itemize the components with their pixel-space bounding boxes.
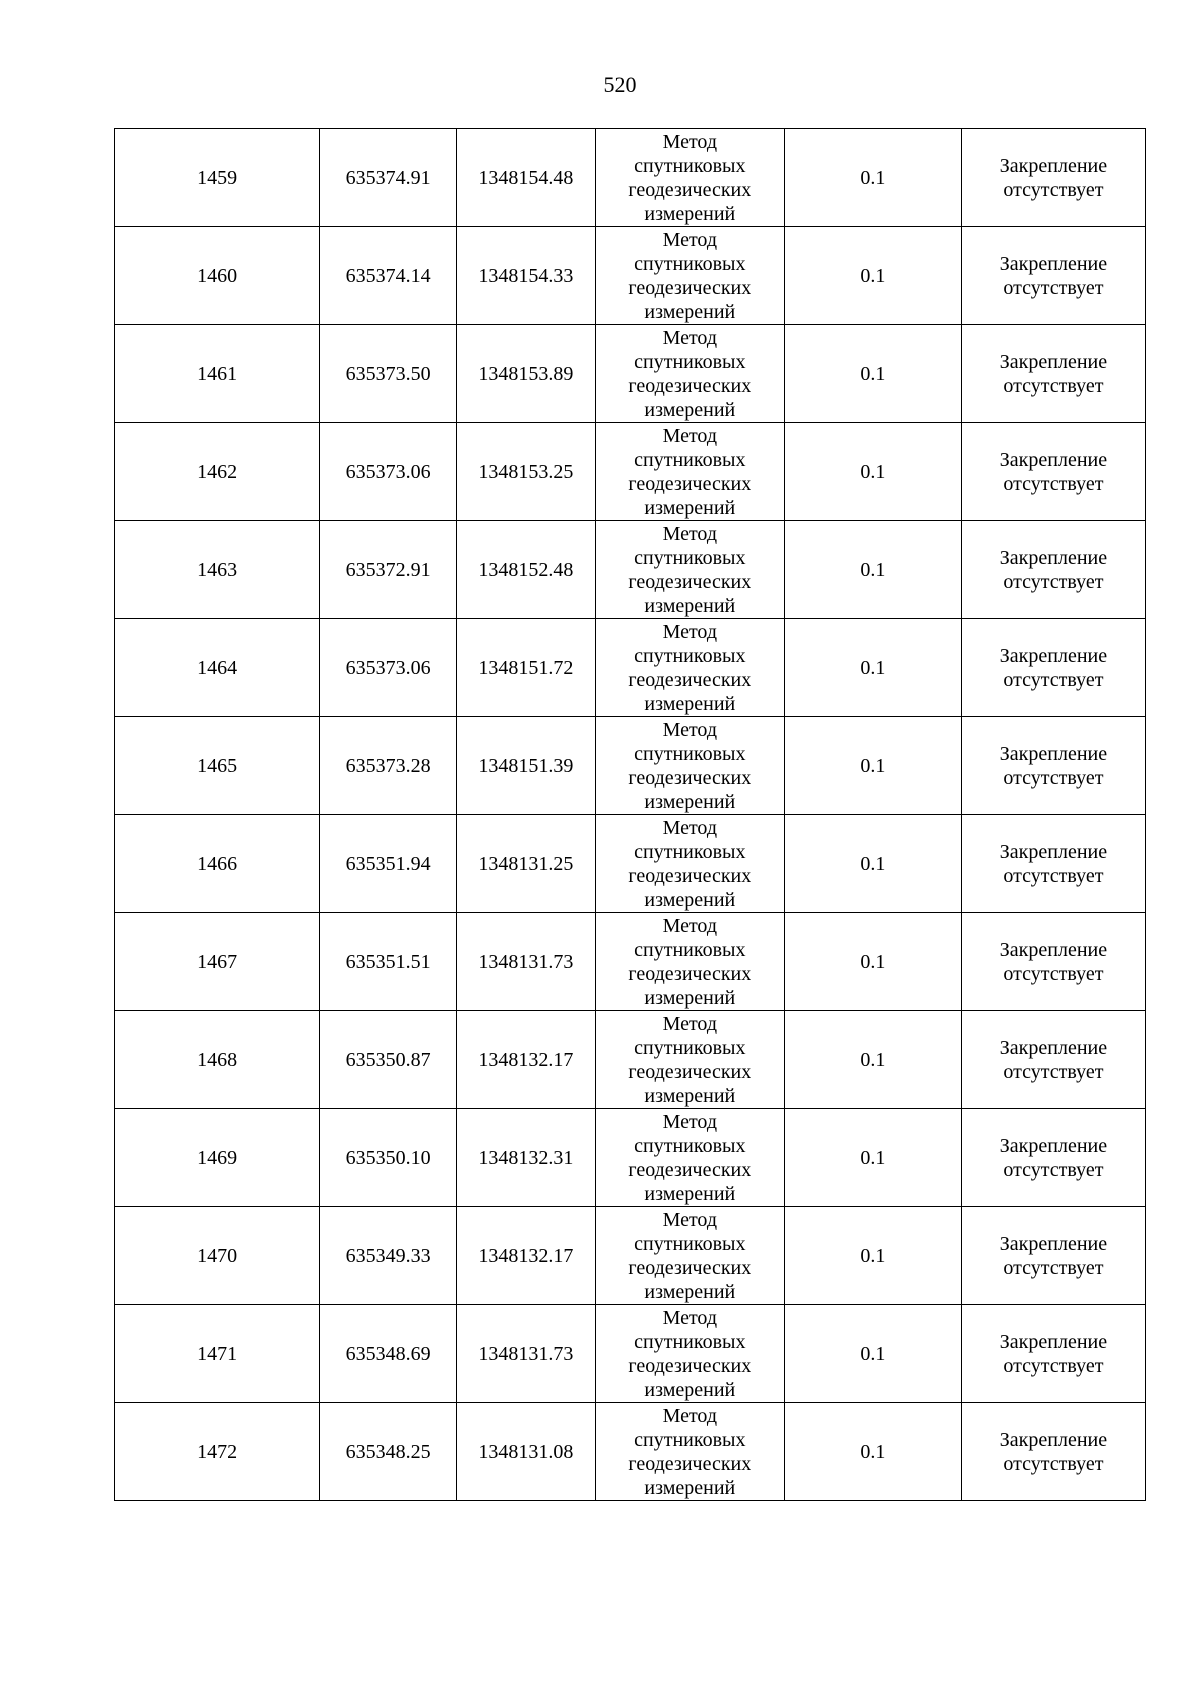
method	[595, 717, 784, 815]
method-line: геодезических	[628, 276, 752, 299]
method	[595, 325, 784, 423]
fixing-line: Закрепление	[999, 546, 1108, 569]
method-line: измерений	[644, 986, 736, 1009]
method-line: измерений	[644, 398, 736, 421]
method-line: измерений	[644, 496, 736, 519]
fixing-line: отсутствует	[1003, 374, 1104, 397]
fixing-line: Закрепление	[999, 938, 1108, 961]
coordinate-y: 1348152.48	[456, 521, 595, 619]
coordinate-x: 635374.14	[320, 227, 457, 325]
fixing-line: отсутствует	[1003, 472, 1104, 495]
fixing-line: отсутствует	[1003, 1354, 1104, 1377]
point-number: 1465	[115, 717, 320, 815]
coordinate-y: 1348131.73	[456, 1305, 595, 1403]
fixing-description	[961, 1109, 1145, 1207]
coordinate-x: 635373.06	[320, 423, 457, 521]
point-number: 1459	[115, 129, 320, 227]
table-row	[115, 815, 1146, 913]
point-number: 1464	[115, 619, 320, 717]
method-line: Метод	[662, 620, 718, 643]
method-line: измерений	[644, 594, 736, 617]
method-line: измерений	[644, 300, 736, 323]
coordinate-y: 1348132.17	[456, 1207, 595, 1305]
page-number: 520	[603, 72, 637, 97]
table-row	[115, 1011, 1146, 1109]
method-line: Метод	[662, 326, 718, 349]
fixing-line: Закрепление	[999, 1036, 1108, 1059]
table-row	[115, 1305, 1146, 1403]
point-number: 1471	[115, 1305, 320, 1403]
fixing-line: Закрепление	[999, 1428, 1108, 1451]
method-line: спутниковых	[634, 1330, 746, 1353]
coordinate-y: 1348131.08	[456, 1403, 595, 1501]
method-line: спутниковых	[634, 252, 746, 275]
method-line: измерений	[644, 1182, 736, 1205]
coordinate-y: 1348131.73	[456, 913, 595, 1011]
fixing-description	[961, 325, 1145, 423]
coordinates-table-body	[115, 129, 1146, 1501]
method-line: Метод	[662, 522, 718, 545]
coordinates-table	[114, 128, 1146, 1501]
method-line: геодезических	[628, 178, 752, 201]
method	[595, 1011, 784, 1109]
coordinate-y: 1348151.39	[456, 717, 595, 815]
point-number: 1460	[115, 227, 320, 325]
method	[595, 521, 784, 619]
fixing-description	[961, 1207, 1145, 1305]
fixing-line: отсутствует	[1003, 962, 1104, 985]
fixing-line: Закрепление	[999, 350, 1108, 373]
method-line: Метод	[662, 1110, 718, 1133]
fixing-line: отсутствует	[1003, 864, 1104, 887]
method-line: спутниковых	[634, 840, 746, 863]
method-line: геодезических	[628, 766, 752, 789]
fixing-line: отсутствует	[1003, 1452, 1104, 1475]
method	[595, 815, 784, 913]
coordinate-x: 635373.50	[320, 325, 457, 423]
method-line: спутниковых	[634, 546, 746, 569]
method-line: спутниковых	[634, 350, 746, 373]
coordinate-x: 635373.28	[320, 717, 457, 815]
method	[595, 913, 784, 1011]
method-line: геодезических	[628, 472, 752, 495]
method-line: Метод	[662, 130, 718, 153]
fixing-line: отсутствует	[1003, 570, 1104, 593]
method-line: спутниковых	[634, 938, 746, 961]
method-line: Метод	[662, 718, 718, 741]
coordinate-y: 1348132.17	[456, 1011, 595, 1109]
table-row	[115, 1403, 1146, 1501]
accuracy: 0.1	[784, 129, 961, 227]
method-line: измерений	[644, 1280, 736, 1303]
coordinate-y: 1348153.89	[456, 325, 595, 423]
coordinate-x: 635348.25	[320, 1403, 457, 1501]
fixing-line: отсутствует	[1003, 668, 1104, 691]
method-line: Метод	[662, 1012, 718, 1035]
method-line: измерений	[644, 888, 736, 911]
table-row	[115, 619, 1146, 717]
fixing-description	[961, 1403, 1145, 1501]
method	[595, 619, 784, 717]
method	[595, 1207, 784, 1305]
point-number: 1469	[115, 1109, 320, 1207]
method	[595, 423, 784, 521]
fixing-description	[961, 227, 1145, 325]
method	[595, 129, 784, 227]
coordinate-x: 635349.33	[320, 1207, 457, 1305]
table-row	[115, 227, 1146, 325]
accuracy: 0.1	[784, 1403, 961, 1501]
coordinate-y: 1348153.25	[456, 423, 595, 521]
point-number: 1467	[115, 913, 320, 1011]
method-line: спутниковых	[634, 448, 746, 471]
coordinate-y: 1348154.48	[456, 129, 595, 227]
accuracy: 0.1	[784, 815, 961, 913]
fixing-description	[961, 423, 1145, 521]
method-line: измерений	[644, 790, 736, 813]
accuracy: 0.1	[784, 1305, 961, 1403]
accuracy: 0.1	[784, 619, 961, 717]
fixing-description	[961, 815, 1145, 913]
method-line: Метод	[662, 1208, 718, 1231]
fixing-line: Закрепление	[999, 1330, 1108, 1353]
point-number: 1461	[115, 325, 320, 423]
point-number: 1462	[115, 423, 320, 521]
coordinate-x: 635350.10	[320, 1109, 457, 1207]
table-row	[115, 717, 1146, 815]
fixing-line: отсутствует	[1003, 1158, 1104, 1181]
table-row	[115, 521, 1146, 619]
table-row	[115, 325, 1146, 423]
coordinate-y: 1348131.25	[456, 815, 595, 913]
method-line: геодезических	[628, 1354, 752, 1377]
method-line: спутниковых	[634, 1134, 746, 1157]
fixing-description	[961, 619, 1145, 717]
table-row	[115, 423, 1146, 521]
method-line: спутниковых	[634, 1428, 746, 1451]
fixing-description	[961, 913, 1145, 1011]
coordinate-y: 1348151.72	[456, 619, 595, 717]
accuracy: 0.1	[784, 1207, 961, 1305]
method-line: геодезических	[628, 962, 752, 985]
accuracy: 0.1	[784, 717, 961, 815]
coordinate-y: 1348132.31	[456, 1109, 595, 1207]
coordinate-x: 635373.06	[320, 619, 457, 717]
fixing-description	[961, 717, 1145, 815]
method-line: Метод	[662, 424, 718, 447]
method-line: геодезических	[628, 864, 752, 887]
method-line: измерений	[644, 1378, 736, 1401]
accuracy: 0.1	[784, 913, 961, 1011]
fixing-line: Закрепление	[999, 644, 1108, 667]
accuracy: 0.1	[784, 227, 961, 325]
method	[595, 1109, 784, 1207]
method	[595, 1403, 784, 1501]
method-line: геодезических	[628, 570, 752, 593]
table-row	[115, 1109, 1146, 1207]
point-number: 1466	[115, 815, 320, 913]
method-line: геодезических	[628, 1158, 752, 1181]
coordinate-x: 635350.87	[320, 1011, 457, 1109]
fixing-line: Закрепление	[999, 1134, 1108, 1157]
coordinate-x: 635351.94	[320, 815, 457, 913]
fixing-description	[961, 1011, 1145, 1109]
coordinate-y: 1348154.33	[456, 227, 595, 325]
accuracy: 0.1	[784, 1109, 961, 1207]
accuracy: 0.1	[784, 1011, 961, 1109]
accuracy: 0.1	[784, 521, 961, 619]
method-line: спутниковых	[634, 742, 746, 765]
fixing-line: Закрепление	[999, 154, 1108, 177]
method-line: спутниковых	[634, 154, 746, 177]
method-line: спутниковых	[634, 644, 746, 667]
point-number: 1472	[115, 1403, 320, 1501]
method-line: геодезических	[628, 1256, 752, 1279]
method-line: измерений	[644, 1084, 736, 1107]
fixing-line: отсутствует	[1003, 276, 1104, 299]
method-line: геодезических	[628, 374, 752, 397]
method-line: Метод	[662, 816, 718, 839]
coordinate-x: 635351.51	[320, 913, 457, 1011]
table-row	[115, 1207, 1146, 1305]
method-line: геодезических	[628, 1060, 752, 1083]
method-line: Метод	[662, 914, 718, 937]
table-row	[115, 913, 1146, 1011]
method-line: спутниковых	[634, 1036, 746, 1059]
method-line: измерений	[644, 202, 736, 225]
fixing-line: отсутствует	[1003, 766, 1104, 789]
method-line: геодезических	[628, 1452, 752, 1475]
accuracy: 0.1	[784, 423, 961, 521]
fixing-description	[961, 1305, 1145, 1403]
method	[595, 227, 784, 325]
fixing-line: отсутствует	[1003, 178, 1104, 201]
point-number: 1463	[115, 521, 320, 619]
method-line: измерений	[644, 1476, 736, 1499]
coordinate-x: 635372.91	[320, 521, 457, 619]
coordinate-x: 635374.91	[320, 129, 457, 227]
method-line: Метод	[662, 1306, 718, 1329]
point-number: 1468	[115, 1011, 320, 1109]
fixing-description	[961, 129, 1145, 227]
accuracy: 0.1	[784, 325, 961, 423]
method-line: геодезических	[628, 668, 752, 691]
fixing-line: Закрепление	[999, 742, 1108, 765]
fixing-line: отсутствует	[1003, 1256, 1104, 1279]
fixing-description	[961, 521, 1145, 619]
fixing-line: Закрепление	[999, 1232, 1108, 1255]
method	[595, 1305, 784, 1403]
fixing-line: отсутствует	[1003, 1060, 1104, 1083]
fixing-line: Закрепление	[999, 252, 1108, 275]
fixing-line: Закрепление	[999, 840, 1108, 863]
table-row	[115, 129, 1146, 227]
method-line: Метод	[662, 228, 718, 251]
method-line: спутниковых	[634, 1232, 746, 1255]
method-line: Метод	[662, 1404, 718, 1427]
coordinate-x: 635348.69	[320, 1305, 457, 1403]
point-number: 1470	[115, 1207, 320, 1305]
fixing-line: Закрепление	[999, 448, 1108, 471]
method-line: измерений	[644, 692, 736, 715]
